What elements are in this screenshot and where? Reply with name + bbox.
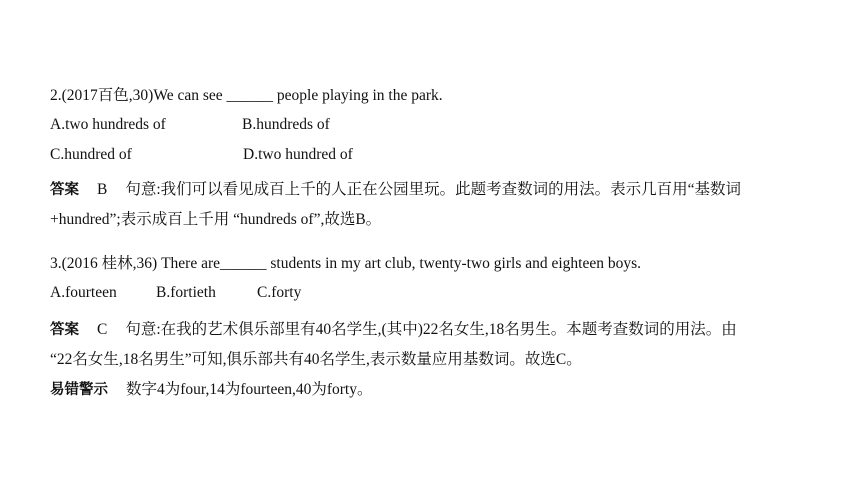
q2-option-d: D.two hundred of (243, 146, 353, 163)
q3-option-b: B.fortieth (156, 284, 216, 301)
q2-stem: 2.(2017百色,30)We can see ______ people playing in the park. (50, 87, 443, 104)
q3-answer-letter: C (97, 321, 108, 338)
q2-answer-line1 (50, 180, 741, 200)
q3-answer-label: 答案 (50, 322, 79, 338)
q3-option-c: C.forty (257, 284, 302, 301)
q2-option-b: B.hundreds of (242, 116, 330, 133)
q3-answer-line1 (50, 320, 737, 340)
q2-answer-label: 答案 (50, 182, 79, 198)
q3-warning-line (50, 380, 372, 400)
q3-explanation-line2: “22名女生,18名男生”可知,俱乐部共有40名学生,表示数量应用基数词。故选C。 (50, 351, 582, 368)
q2-option-a: A.two hundreds of (50, 116, 166, 133)
q2-answer-letter: B (97, 181, 108, 198)
q3-explanation-line1: 句意:在我的艺术俱乐部里有40名学生,(其中)22名女生,18名男生。本题考查数词的用法。由 (125, 321, 737, 338)
q3-option-a: A.fourteen (50, 284, 117, 301)
q2-explanation-line2: +hundred”;表示成百上千用 “hundreds of”,故选B。 (50, 211, 382, 228)
q3-warning-label: 易错警示 (50, 382, 108, 398)
q3-stem: 3.(2016 桂林,36) There are______ students in my art club, twenty-two girls and eighteen boys. (50, 255, 642, 272)
q2-option-c: C.hundred of (50, 146, 132, 163)
q2-explanation-line1: 句意:我们可以看见成百上千的人正在公园里玩。此题考查数词的用法。表示几百用“基数词 (125, 181, 742, 198)
q3-warning-text: 数字4为four,14为fourteen,40为forty。 (126, 381, 373, 398)
